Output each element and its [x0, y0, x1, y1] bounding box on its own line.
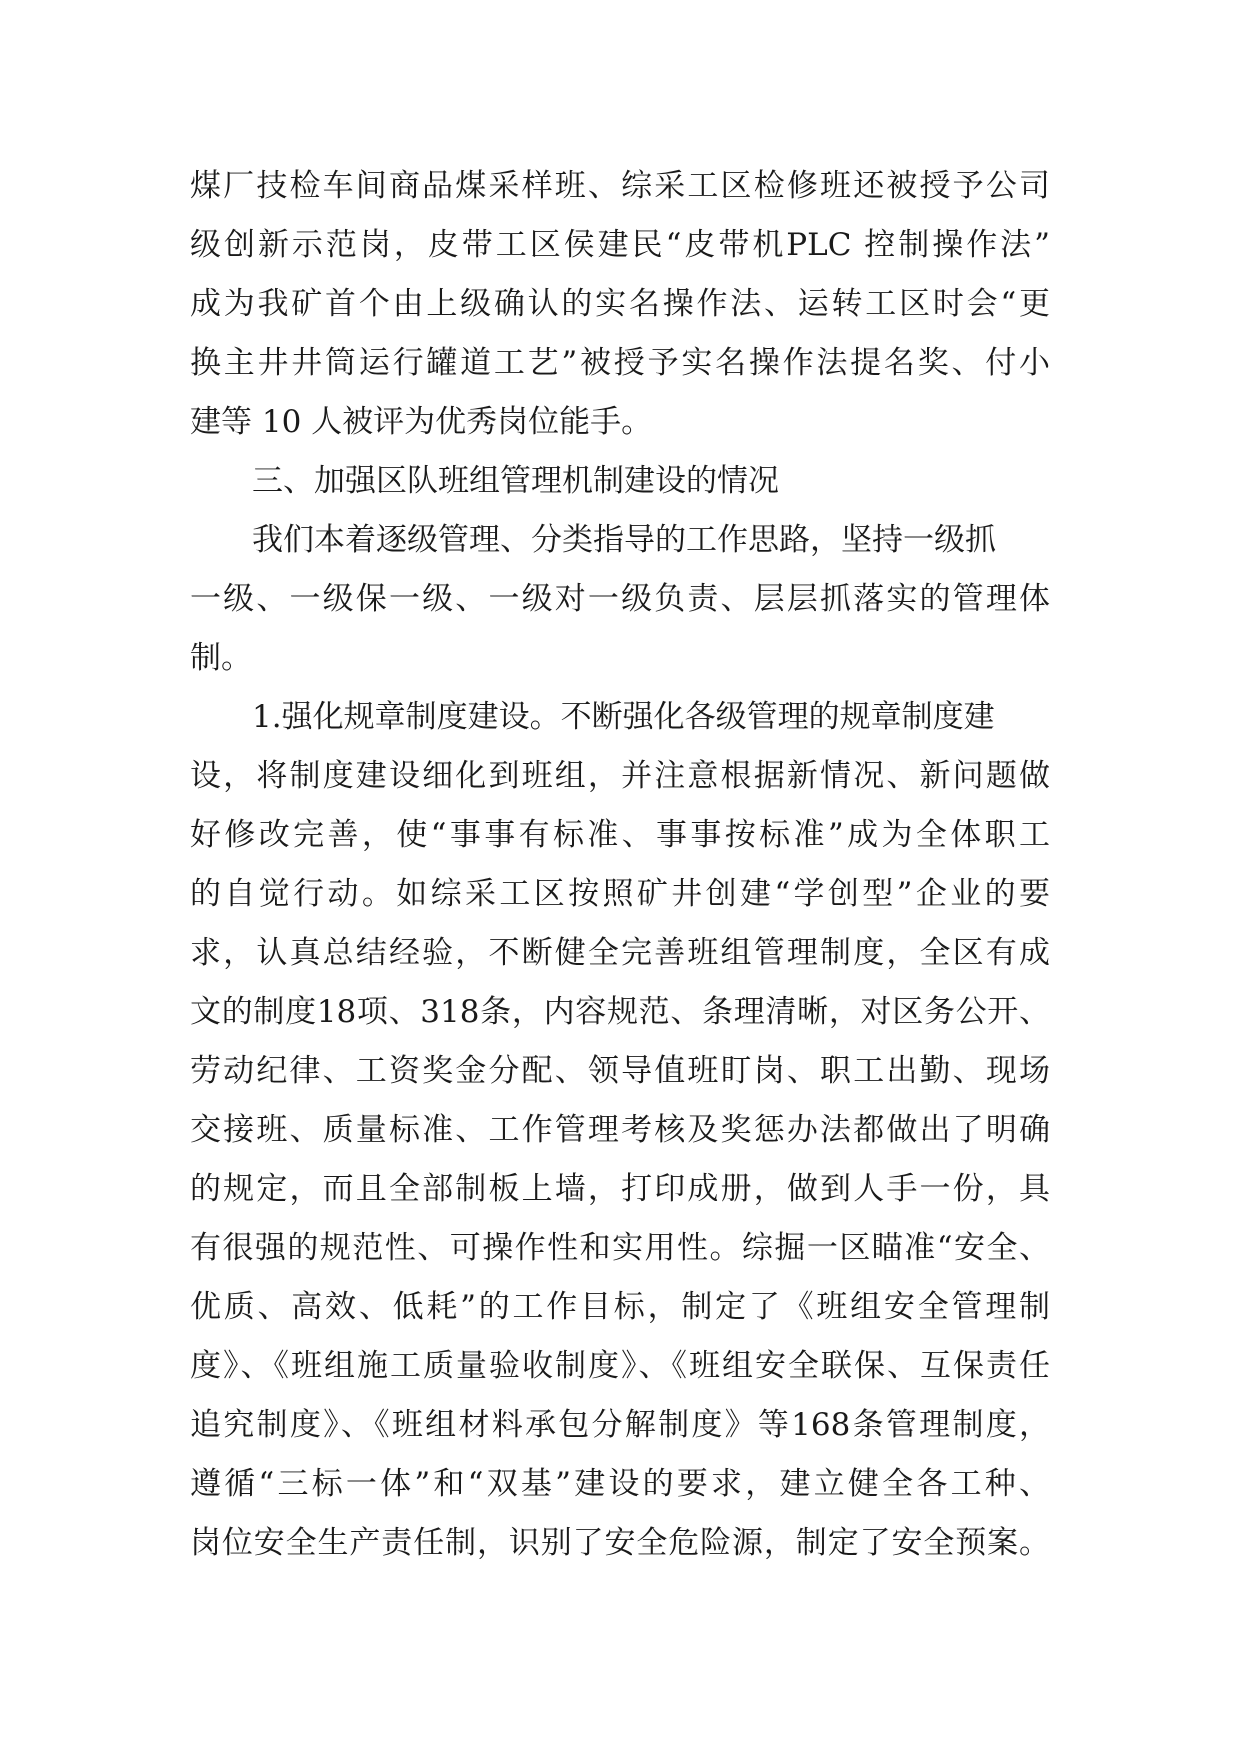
paragraph-line: 制。	[190, 640, 252, 676]
paragraph-line: 设，将制度建设细化到班组，并注意根据新情况、新问题做	[190, 758, 1050, 794]
paragraph-line: 的规定，而且全部制板上墙，打印成册，做到人手一份，具	[190, 1171, 1050, 1207]
paragraph-line: 交接班、质量标准、工作管理考核及奖惩办法都做出了明确	[190, 1112, 1050, 1148]
paragraph-line: 岗位安全生产责任制，识别了安全危险源，制定了安全预案。	[190, 1525, 1050, 1561]
paragraph-line: 劳动纪律、工资奖金分配、领导值班盯岗、职工出勤、现场	[190, 1053, 1050, 1089]
paragraph-line: 文的制度18项、318条，内容规范、条理清晰，对区务公开、	[190, 994, 1050, 1030]
paragraph-line: 求，认真总结经验，不断健全完善班组管理制度，全区有成	[190, 935, 1050, 971]
paragraph-line: 换主井井筒运行罐道工艺”被授予实名操作法提名奖、付小	[190, 345, 1050, 381]
paragraph-line: 有很强的规范性、可操作性和实用性。综掘一区瞄准“安全、	[190, 1230, 1050, 1266]
paragraph-line: 的自觉行动。如综采工区按照矿井创建“学创型”企业的要	[190, 876, 1050, 912]
paragraph-line: 一级、一级保一级、一级对一级负责、层层抓落实的管理体	[190, 581, 1050, 617]
paragraph-line: 级创新示范岗，皮带工区侯建民“皮带机PLC 控制操作法”	[190, 227, 1050, 263]
paragraph-first-line: 1.强化规章制度建设。不断强化各级管理的规章制度建	[252, 699, 995, 735]
paragraph-line: 成为我矿首个由上级确认的实名操作法、运转工区时会“更	[190, 286, 1050, 322]
paragraph-line: 好修改完善，使“事事有标准、事事按标准”成为全体职工	[190, 817, 1050, 853]
paragraph-line: 煤厂技检车间商品煤采样班、综采工区检修班还被授予公司	[190, 168, 1050, 204]
paragraph-first-line: 我们本着逐级管理、分类指导的工作思路，坚持一级抓	[252, 522, 996, 558]
paragraph-line: 优质、高效、低耗”的工作目标，制定了《班组安全管理制	[190, 1289, 1050, 1325]
paragraph-line: 追究制度》、《班组材料承包分解制度》等168条管理制度，	[190, 1407, 1050, 1443]
section-heading: 三、加强区队班组管理机制建设的情况	[252, 463, 779, 499]
paragraph-line: 建等 10 人被评为优秀岗位能手。	[190, 404, 653, 440]
paragraph-line: 度》、《班组施工质量验收制度》、《班组安全联保、互保责任	[190, 1348, 1050, 1384]
document-body	[190, 157, 1050, 1573]
paragraph-line: 遵循“三标一体”和“双基”建设的要求，建立健全各工种、	[190, 1466, 1050, 1502]
